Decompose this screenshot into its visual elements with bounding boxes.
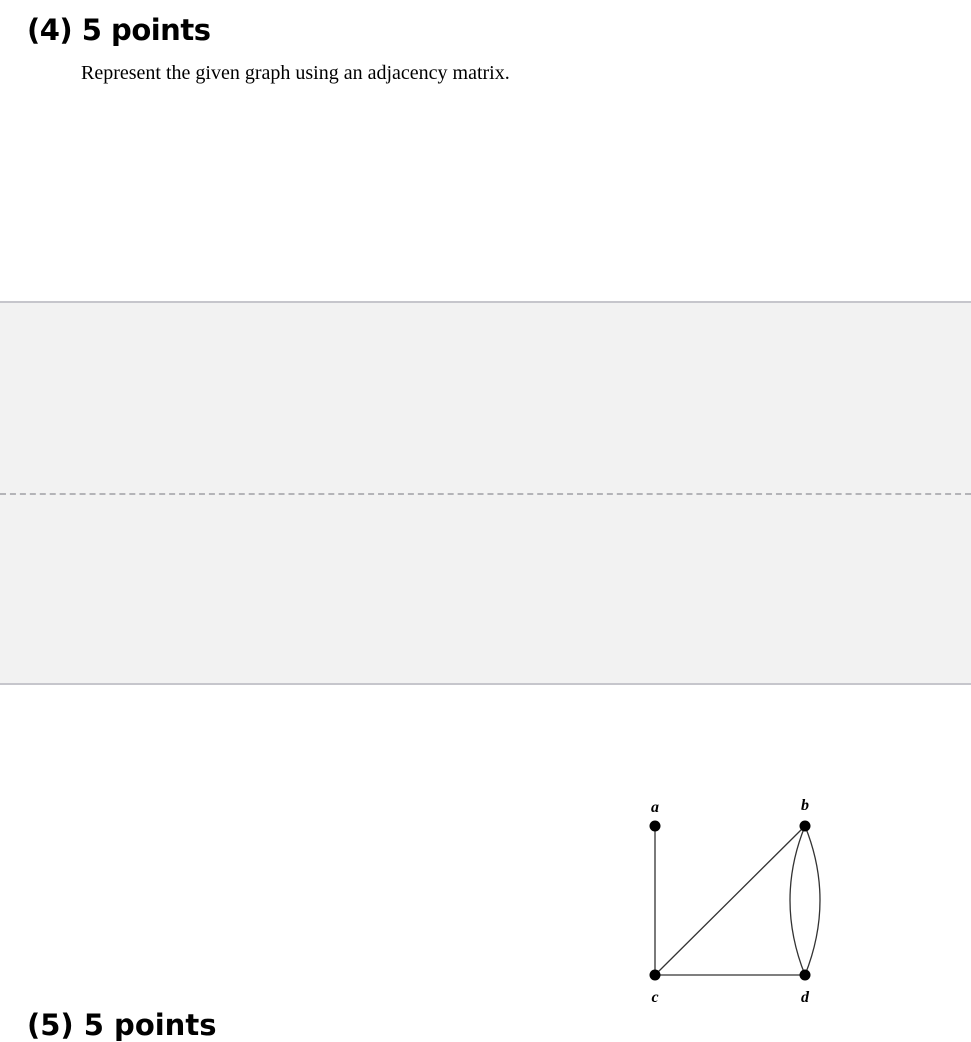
question-prompt: Represent the given graph using an adjacency matrix. [81,62,510,84]
answer-area-divider [0,493,971,495]
answer-area[interactable] [0,301,971,685]
edge-c-b [655,826,805,975]
vertex-d [800,970,811,981]
vertex-b [800,821,811,832]
question-title: (4) 5 points [27,13,211,47]
vertex-label-c: c [651,989,659,1006]
graph-figure [630,790,840,1015]
vertex-c [650,970,661,981]
vertex-label-d: d [801,989,809,1006]
vertex-label-a: a [651,799,659,816]
edge-b-d-right [805,826,820,975]
graph-diagram [630,790,840,1015]
vertex-a [650,821,661,832]
next-question-title: (5) 5 points [27,1008,217,1042]
vertex-label-b: b [801,797,809,814]
edge-b-d-left [790,826,805,975]
